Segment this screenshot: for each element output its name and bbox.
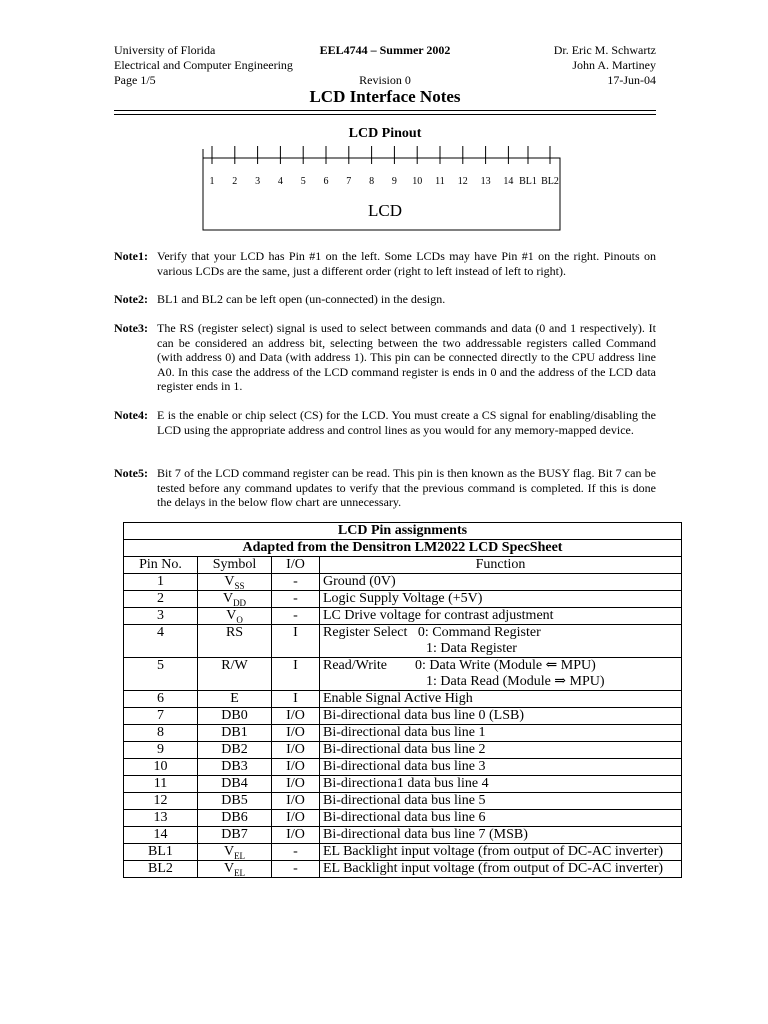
function-cell (320, 810, 682, 827)
io-cell: - (272, 591, 320, 608)
io-cell: I/O (272, 793, 320, 810)
header-author-1: Dr. Eric M. Schwartz (553, 43, 656, 57)
symbol-subscript: O (236, 614, 243, 625)
pin-label: 11 (435, 176, 445, 187)
function-text: LC Drive voltage for contrast adjustment (323, 608, 554, 623)
function-cell (320, 844, 682, 861)
header-author-2: John A. Martiney (572, 58, 656, 72)
symbol-text: DB0 (221, 708, 248, 723)
symbol-text: V (222, 591, 234, 606)
pin-number-cell: 3 (124, 608, 198, 625)
pin-label: 6 (323, 176, 329, 187)
symbol-text: DB3 (221, 759, 248, 774)
symbol-cell (198, 608, 272, 625)
header-course: EEL4744 – Summer 2002 (319, 43, 451, 57)
function-cell (320, 625, 682, 658)
symbol-text: V (223, 844, 235, 859)
symbol-cell (198, 658, 272, 691)
symbol-subscript: EL (234, 850, 246, 861)
function-cell (320, 742, 682, 759)
table-row (124, 658, 682, 691)
note-label: Note4: (114, 408, 148, 422)
function-cell (320, 691, 682, 708)
pin-label: 2 (232, 176, 238, 187)
pin-number-cell: 14 (124, 827, 198, 844)
function-cell (320, 861, 682, 878)
symbol-text: DB1 (221, 725, 248, 740)
symbol-cell (198, 742, 272, 759)
pin-label: 12 (457, 176, 468, 187)
symbol-cell (198, 574, 272, 591)
lcd-label: LCD (368, 201, 402, 220)
symbol-text: V (226, 608, 237, 623)
pin-label: 13 (480, 176, 491, 187)
symbol-cell (198, 725, 272, 742)
header-revision: Revision 0 (359, 73, 411, 87)
table-title: LCD Pin assignments (124, 523, 682, 540)
pin-number-cell: 1 (124, 574, 198, 591)
pin-number-cell: 12 (124, 793, 198, 810)
io-cell: I/O (272, 759, 320, 776)
io-cell: I (272, 691, 320, 708)
note-3 (114, 321, 656, 394)
header-department: Electrical and Computer Engineering (114, 58, 293, 72)
note-1 (114, 249, 656, 278)
function-text: Bi-directional data bus line 0 (LSB) (323, 708, 525, 723)
pin-number-cell: 6 (124, 691, 198, 708)
function-text: Read/Write 0: Data Write (Module ⇐ MPU) (323, 658, 596, 673)
symbol-cell (198, 844, 272, 861)
symbol-text: R/W (221, 658, 248, 673)
pin-label: 3 (255, 176, 261, 187)
pin-label: 7 (346, 176, 352, 187)
symbol-text: DB5 (221, 793, 248, 808)
pin-label: 14 (503, 176, 514, 187)
page-title: LCD Interface Notes (309, 87, 461, 106)
note-2 (114, 292, 656, 307)
io-cell: I/O (272, 776, 320, 793)
column-header-function: Function (320, 557, 682, 574)
table-row (124, 844, 682, 861)
function-cell (320, 591, 682, 608)
symbol-subscript: EL (234, 867, 246, 878)
note-text: BL1 and BL2 can be left open (un-connected) in the design. (157, 292, 446, 306)
table-row (124, 591, 682, 608)
function-cell (320, 574, 682, 591)
pin-label: 4 (277, 176, 283, 187)
io-cell: I/O (272, 742, 320, 759)
symbol-text: DB7 (221, 827, 248, 842)
function-text: Bi-directional data bus line 2 (323, 742, 486, 757)
symbol-cell (198, 827, 272, 844)
function-text: Enable Signal Active High (323, 691, 473, 706)
column-header-symbol: Symbol (198, 557, 272, 574)
note-label: Note5: (114, 466, 148, 480)
table-row (124, 793, 682, 810)
column-header-io: I/O (272, 557, 320, 574)
note-text: The RS (register select) signal is used to select between commands and data (0 and 1 respectively). It can be considered an address bit, selecting between the two addressable registers called Command (with address 0) and Data (with address 1). This pin can be connected directly to the CPU address line A0. In this case the address of the LCD command register is ends in 0 and the address of the LCD data register ends in 1. (157, 321, 656, 394)
table-row (124, 574, 682, 591)
table-row (124, 691, 682, 708)
io-cell: I/O (272, 827, 320, 844)
function-cell (320, 608, 682, 625)
page-header (114, 43, 656, 88)
function-cell (320, 658, 682, 691)
io-cell: - (272, 844, 320, 861)
pinout-title: LCD Pinout (348, 126, 422, 141)
table-row (124, 708, 682, 725)
table-row (124, 742, 682, 759)
note-label: Note2: (114, 292, 148, 306)
pin-label: BL2 (541, 176, 559, 187)
io-cell: - (272, 608, 320, 625)
function-cell (320, 793, 682, 810)
io-cell: I (272, 625, 320, 658)
function-cell (320, 708, 682, 725)
function-cell (320, 827, 682, 844)
function-text: Register Select 0: Command Register (323, 625, 541, 640)
function-cell (320, 776, 682, 793)
note-label: Note3: (114, 321, 148, 335)
function-text: EL Backlight input voltage (from output of DC-AC inverter) (323, 861, 664, 876)
pin-number-cell: 10 (124, 759, 198, 776)
io-cell: I/O (272, 725, 320, 742)
pin-number-cell: 9 (124, 742, 198, 759)
note-text: Bit 7 of the LCD command register can be read. This pin is then known as the BUSY flag. Bit 7 can be tested before any command updates to verify that the previous command is completed. If this is done the delays in the below flow chart are unnecessary. (157, 466, 656, 510)
note-5 (114, 466, 656, 510)
function-text: Bi-directional data bus line 1 (323, 725, 486, 740)
io-cell: I/O (272, 810, 320, 827)
table-row (124, 625, 682, 658)
symbol-cell (198, 625, 272, 658)
function-text: EL Backlight input voltage (from output of DC-AC inverter) (323, 844, 664, 859)
function-text: Bi-directional data bus line 5 (323, 793, 486, 808)
table-row (124, 776, 682, 793)
pin-number-cell: BL2 (124, 861, 198, 878)
pin-label: 1 (209, 176, 215, 187)
symbol-text: DB2 (221, 742, 248, 757)
lcd-pinout-diagram (198, 140, 564, 234)
symbol-cell (198, 759, 272, 776)
table-row (124, 759, 682, 776)
note-4 (114, 408, 656, 437)
function-text: Logic Supply Voltage (+5V) (323, 591, 483, 606)
table-row (124, 810, 682, 827)
function-text: Ground (0V) (323, 574, 396, 589)
pin-label: BL1 (519, 176, 537, 187)
table-row (124, 725, 682, 742)
pin-assignments-table (123, 522, 682, 878)
symbol-text: E (230, 691, 239, 706)
column-header-pin: Pin No. (124, 557, 198, 574)
io-cell: I/O (272, 708, 320, 725)
title-rule-top (114, 110, 656, 111)
pin-number-cell: 5 (124, 658, 198, 691)
pin-number-cell: 4 (124, 625, 198, 658)
symbol-cell (198, 861, 272, 878)
symbol-subscript: SS (234, 580, 245, 591)
function-cell (320, 759, 682, 776)
symbol-cell (198, 708, 272, 725)
header-university: University of Florida (114, 43, 216, 57)
symbol-cell (198, 810, 272, 827)
function-text: Bi-directional data bus line 3 (323, 759, 486, 774)
pin-label: 10 (412, 176, 423, 187)
pin-number-cell: 11 (124, 776, 198, 793)
symbol-subscript: DD (233, 597, 247, 608)
header-date: 17-Jun-04 (607, 73, 656, 87)
table-subtitle: Adapted from the Densitron LM2022 LCD SpecSheet (124, 540, 682, 557)
symbol-cell (198, 776, 272, 793)
note-text: E is the enable or chip select (CS) for the LCD. You must create a CS signal for enabling/disabling the LCD using the appropriate address and control lines as you would for any memory-mapped device. (157, 408, 656, 437)
table-row (124, 861, 682, 878)
symbol-text: V (224, 574, 235, 589)
function-text: Bi-directiona1 data bus line 4 (323, 776, 489, 791)
header-page-number: Page 1/5 (114, 73, 156, 87)
note-text: Verify that your LCD has Pin #1 on the left. Some LCDs may have Pin #1 on the right. Pinouts on various LCDs are the same, just a different order (right to left instead of left to right). (157, 249, 656, 278)
pin-number-cell: 13 (124, 810, 198, 827)
io-cell: - (272, 861, 320, 878)
table-row (124, 608, 682, 625)
function-text: Bi-directional data bus line 7 (MSB) (323, 827, 528, 842)
pin-number-cell: 7 (124, 708, 198, 725)
symbol-cell (198, 591, 272, 608)
function-text-line-2: 1: Data Register (426, 641, 517, 656)
io-cell: I (272, 658, 320, 691)
symbol-text: DB6 (221, 810, 248, 825)
function-text-line-2: 1: Data Read (Module ⇒ MPU) (426, 674, 605, 689)
function-text: Bi-directional data bus line 6 (323, 810, 486, 825)
table-row (124, 827, 682, 844)
pin-label: 5 (300, 176, 306, 187)
pin-number-cell: 8 (124, 725, 198, 742)
note-label: Note1: (114, 249, 148, 263)
pin-label: 8 (369, 176, 375, 187)
function-cell (320, 725, 682, 742)
io-cell: - (272, 574, 320, 591)
pin-number-cell: BL1 (124, 844, 198, 861)
symbol-cell (198, 691, 272, 708)
pin-number-cell: 2 (124, 591, 198, 608)
symbol-cell (198, 793, 272, 810)
symbol-text: V (223, 861, 235, 876)
title-rule-bottom (114, 114, 656, 115)
pin-label: 9 (391, 176, 397, 187)
symbol-text: DB4 (221, 776, 248, 791)
symbol-text: RS (225, 625, 244, 640)
